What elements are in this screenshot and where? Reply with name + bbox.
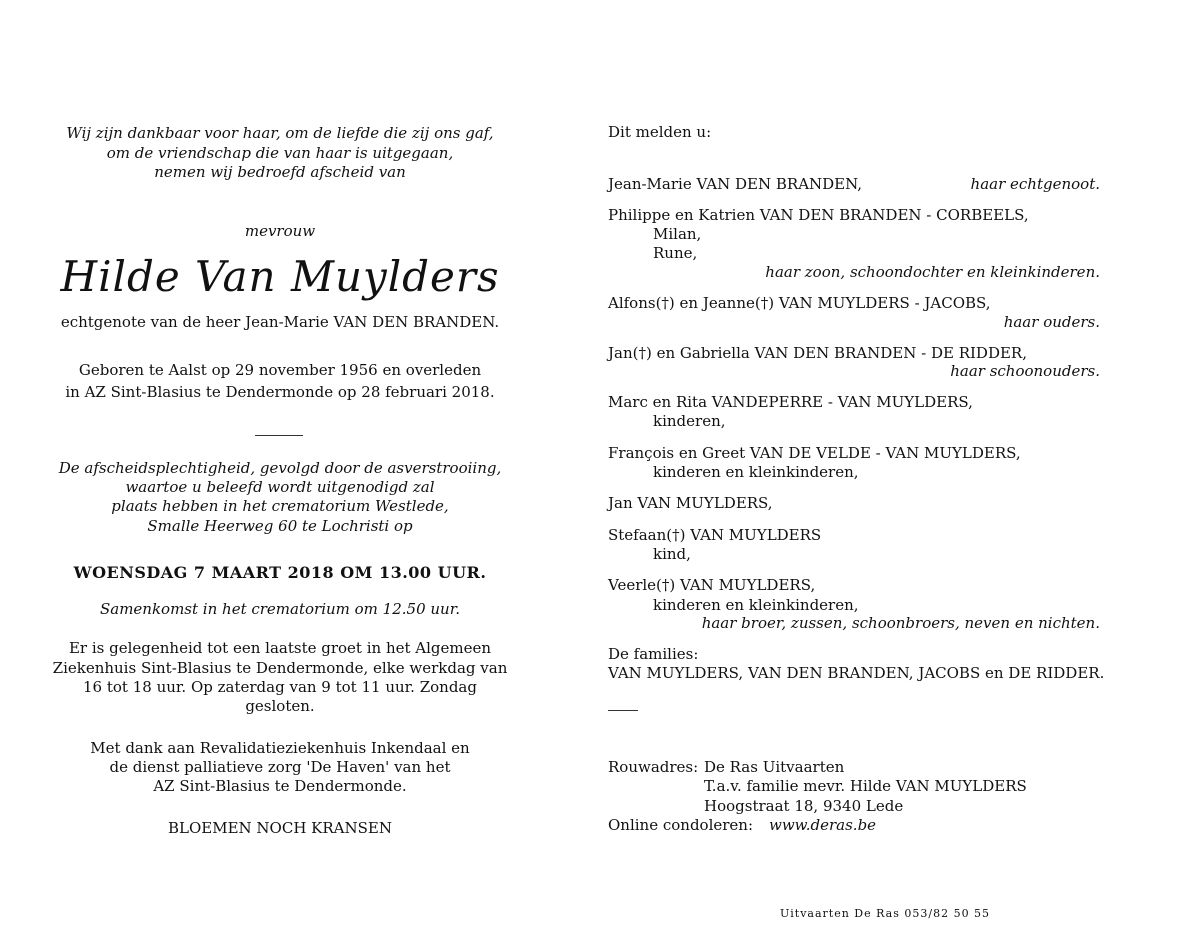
condole-label: Online condoleren: bbox=[608, 816, 754, 834]
deceased-name: Hilde Van Muylders bbox=[60, 252, 500, 301]
announce-header: Dit melden u: bbox=[608, 123, 712, 141]
intro-line-1: Wij zijn dankbaar voor haar, om de liefde die zij ons gaf, bbox=[66, 124, 494, 142]
address-line-2: T.a.v. familie mevr. Hilde VAN MUYLDERS bbox=[704, 777, 1027, 795]
visit-line-1: Er is gelegenheid tot een laatste groet in het Algemeen bbox=[68, 639, 492, 657]
footer-undertaker: Uitvaarten De Ras 053/82 50 55 bbox=[780, 907, 991, 920]
visit-line-2: Ziekenhuis Sint-Blasius te Dendermonde, elke werkdag van bbox=[52, 659, 508, 677]
grandchild-milan: Milan, bbox=[653, 225, 702, 243]
date-line: WOENSDAG 7 MAART 2018 OM 13.00 UUR. bbox=[73, 563, 487, 582]
visit-line-3: 16 tot 18 uur. Op zaterdag van 9 tot 11 uur. Zondag bbox=[83, 678, 477, 696]
family-son-line: Philippe en Katrien VAN DEN BRANDEN - CORBEELS, bbox=[608, 206, 1029, 224]
family-sibling-1-line: Marc en Rita VANDEPERRE - VAN MUYLDERS, bbox=[608, 393, 973, 411]
flowers-line: BLOEMEN NOCH KRANSEN bbox=[168, 819, 392, 837]
thanks-line-1: Met dank aan Revalidatieziekenhuis Inkendaal en bbox=[90, 739, 470, 757]
family-sibling-2-line: François en Greet VAN DE VELDE - VAN MUYLDERS, bbox=[608, 444, 1021, 462]
family-siblings-relation: haar broer, zussen, schoonbroers, neven en nichten. bbox=[701, 614, 1100, 632]
family-sibling-4-sub: kind, bbox=[653, 545, 691, 563]
title-prefix: mevrouw bbox=[244, 222, 316, 240]
family-parents-line: Alfons(†) en Jeanne(†) VAN MUYLDERS - JACOBS, bbox=[608, 294, 991, 312]
family-sibling-2-sub: kinderen en kleinkinderen, bbox=[653, 463, 859, 481]
family-inlaws-relation: haar schoonouders. bbox=[950, 362, 1100, 380]
family-sibling-4-line: Stefaan(†) VAN MUYLDERS bbox=[608, 526, 822, 544]
husband-line: Jean-Marie VAN DEN BRANDEN, bbox=[608, 175, 863, 193]
intro-line-2: om de vriendschap die van haar is uitgegaan, bbox=[106, 144, 454, 162]
birth-line-2: in AZ Sint-Blasius te Dendermonde op 28 februari 2018. bbox=[65, 383, 495, 401]
address-label: Rouwadres: bbox=[608, 758, 699, 776]
family-sibling-1-sub: kinderen, bbox=[653, 412, 726, 430]
ceremony-line-1: De afscheidsplechtigheid, gevolgd door de asverstrooiing, bbox=[58, 459, 502, 477]
address-line-3: Hoogstraat 18, 9340 Lede bbox=[704, 797, 904, 815]
family-inlaws-line: Jan(†) en Gabriella VAN DEN BRANDEN - DE RIDDER, bbox=[608, 344, 1027, 362]
grandchild-rune: Rune, bbox=[653, 244, 698, 262]
spouse-line: echtgenote van de heer Jean-Marie VAN DEN BRANDEN. bbox=[60, 313, 500, 331]
family-parents-relation: haar ouders. bbox=[1003, 313, 1100, 331]
thanks-line-3: AZ Sint-Blasius te Dendermonde. bbox=[153, 777, 407, 795]
address-line-1: De Ras Uitvaarten bbox=[704, 758, 845, 776]
family-sibling-5-sub: kinderen en kleinkinderen, bbox=[653, 596, 859, 614]
visit-line-4: gesloten. bbox=[245, 697, 315, 715]
families-list: VAN MUYLDERS, VAN DEN BRANDEN, JACOBS en DE RIDDER. bbox=[608, 664, 1105, 682]
divider bbox=[255, 435, 303, 436]
family-sibling-5-line: Veerle(†) VAN MUYLDERS, bbox=[608, 576, 816, 594]
family-son-relation: haar zoon, schoondochter en kleinkinderen. bbox=[765, 263, 1100, 281]
intro-line-3: nemen wij bedroefd afscheid van bbox=[154, 163, 406, 181]
husband-relation: haar echtgenoot. bbox=[970, 175, 1100, 193]
ceremony-line-2: waartoe u beleefd wordt uitgenodigd zal bbox=[125, 478, 435, 496]
families-label: De families: bbox=[608, 645, 699, 663]
ceremony-line-3: plaats hebben in het crematorium Westlede, bbox=[111, 497, 449, 515]
thanks-line-2: de dienst palliatieve zorg 'De Haven' van het bbox=[109, 758, 451, 776]
birth-line-1: Geboren te Aalst op 29 november 1956 en overleden bbox=[78, 361, 482, 379]
family-sibling-3-line: Jan VAN MUYLDERS, bbox=[608, 494, 773, 512]
ceremony-line-4: Smalle Heerweg 60 te Lochristi op bbox=[147, 517, 413, 535]
gathering-line: Samenkomst in het crematorium om 12.50 uur. bbox=[99, 600, 460, 618]
right-divider bbox=[608, 710, 638, 711]
condole-url[interactable]: www.deras.be bbox=[769, 816, 877, 834]
